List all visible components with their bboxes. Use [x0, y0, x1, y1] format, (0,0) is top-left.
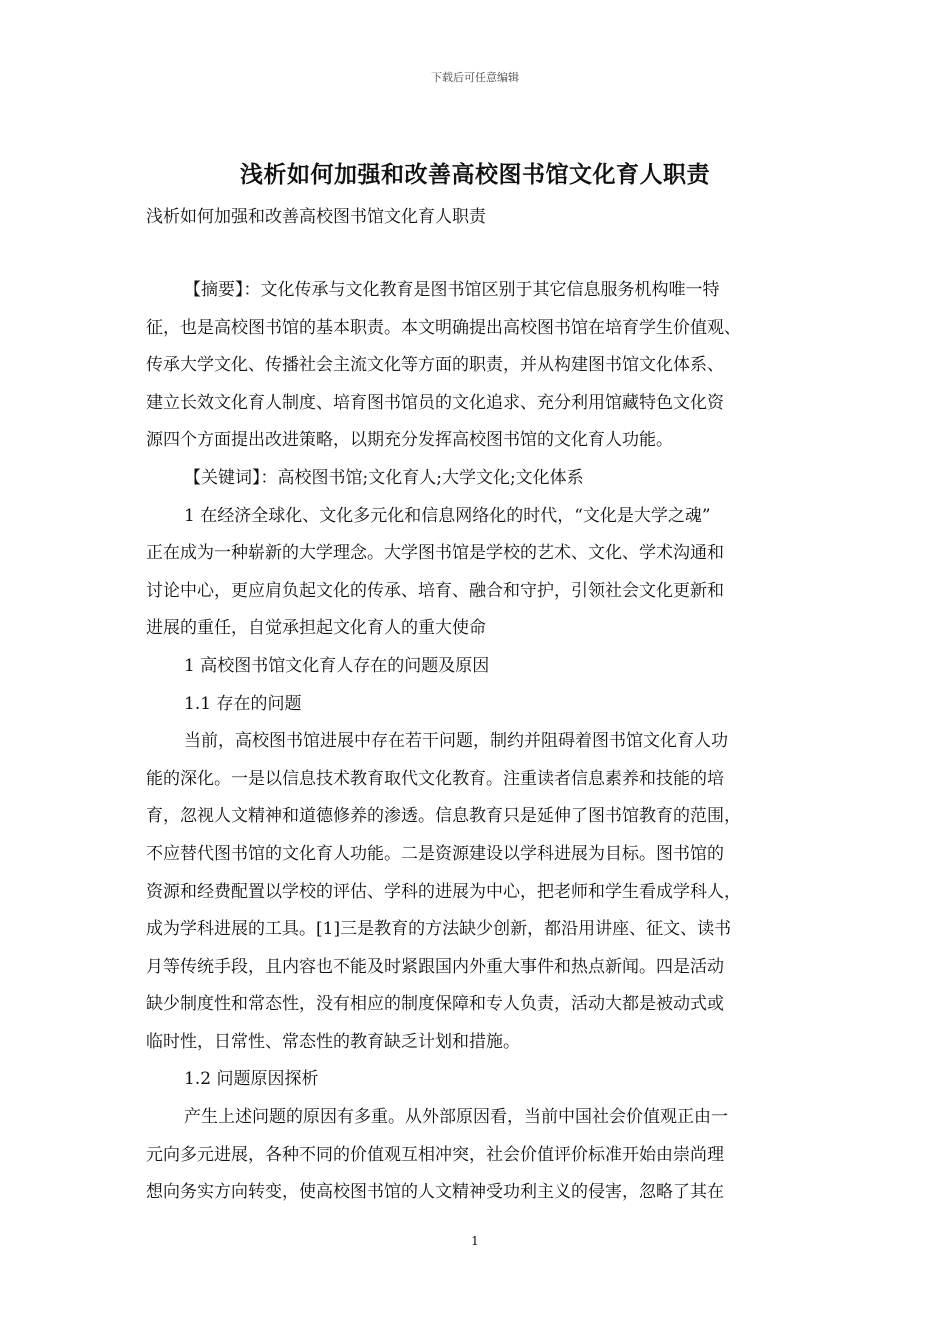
keywords-paragraph — [146, 460, 806, 498]
text-line: 缺少制度性和常态性，没有相应的制度保障和专人负责，活动大都是被动式或 — [146, 994, 724, 1015]
text-line: 元向多元进展，各种不同的价值观互相冲突，社会价值评价标准开始由崇尚理 — [146, 1144, 724, 1165]
text-line: 1 高校图书馆文化育人存在的问题及原因 — [184, 655, 490, 676]
section-heading — [146, 648, 806, 686]
text-line: 【关键词】：高校图书馆;文化育人;大学文化;文化体系 — [184, 467, 584, 488]
subsection-heading — [146, 1061, 806, 1099]
text-line: 资源和经费配置以学校的评估、学科的进展为中心，把老师和学生看成学科人， — [146, 881, 741, 902]
text-line: 1 在经济全球化、文化多元化和信息网络化的时代，“文化是大学之魂” — [184, 505, 711, 526]
text-line: 进展的重任，自觉承担起文化育人的重大使命 — [146, 618, 486, 639]
text-line: 1.2 问题原因探析 — [184, 1069, 319, 1090]
text-line: 成为学科进展的工具。[1]三是教育的方法缺少创新，都沿用讲座、征文、读书 — [146, 919, 732, 940]
text-line: 1.1 存在的问题 — [184, 693, 302, 714]
text-line: 【摘要】：文化传承与文化教育是图书馆区别于其它信息服务机构唯一特 — [184, 280, 720, 300]
document-body — [146, 272, 806, 1212]
text-line: 想向务实方向转变，使高校图书馆的人文精神受功利主义的侵害，忽略了其在 — [146, 1182, 724, 1203]
header-note: 下载后可任意编辑 — [431, 71, 519, 84]
text-line: 不应替代图书馆的文化育人功能。二是资源建设以学科进展为目标。图书馆的 — [146, 843, 724, 864]
document-subtitle: 浅析如何加强和改善高校图书馆文化育人职责 — [146, 207, 486, 227]
document-title: 浅析如何加强和改善高校图书馆文化育人职责 — [240, 161, 710, 188]
text-line: 正在成为一种崭新的大学理念。大学图书馆是学校的艺术、文化、学术沟通和 — [146, 543, 724, 564]
abstract-paragraph — [146, 272, 806, 460]
text-line: 征，也是高校图书馆的基本职责。本文明确提出高校图书馆在培育学生价值观、 — [146, 317, 741, 338]
subsection-heading — [146, 686, 806, 724]
text-line: 当前，高校图书馆进展中存在若干问题，制约并阻碍着图书馆文化育人功 — [184, 731, 728, 752]
problems-paragraph — [146, 723, 806, 1061]
text-line: 月等传统手段，且内容也不能及时紧跟国内外重大事件和热点新闻。四是活动 — [146, 956, 724, 977]
text-line: 临时性，日常性、常态性的教育缺乏计划和措施。 — [146, 1031, 520, 1052]
text-line: 建立长效文化育人制度、培育图书馆员的文化追求、充分利用馆藏特色文化资 — [146, 392, 724, 413]
intro-paragraph — [146, 498, 806, 648]
text-line: 育，忽视人文精神和道德修养的渗透。信息教育只是延伸了图书馆教育的范围， — [146, 806, 741, 827]
text-line: 源四个方面提出改进策略，以期充分发挥高校图书馆的文化育人功能。 — [146, 430, 673, 451]
page-number: 1 — [471, 1234, 479, 1248]
causes-paragraph — [146, 1099, 806, 1212]
text-line: 产生上述问题的原因有多重。从外部原因看，当前中国社会价值观正由一 — [184, 1107, 728, 1128]
text-line: 能的深化。一是以信息技术教育取代文化教育。注重读者信息素养和技能的培 — [146, 768, 724, 789]
text-line: 讨论中心，更应肩负起文化的传承、培育、融合和守护，引领社会文化更新和 — [146, 580, 724, 601]
text-line: 传承大学文化、传播社会主流文化等方面的职责，并从构建图书馆文化体系、 — [146, 355, 724, 376]
